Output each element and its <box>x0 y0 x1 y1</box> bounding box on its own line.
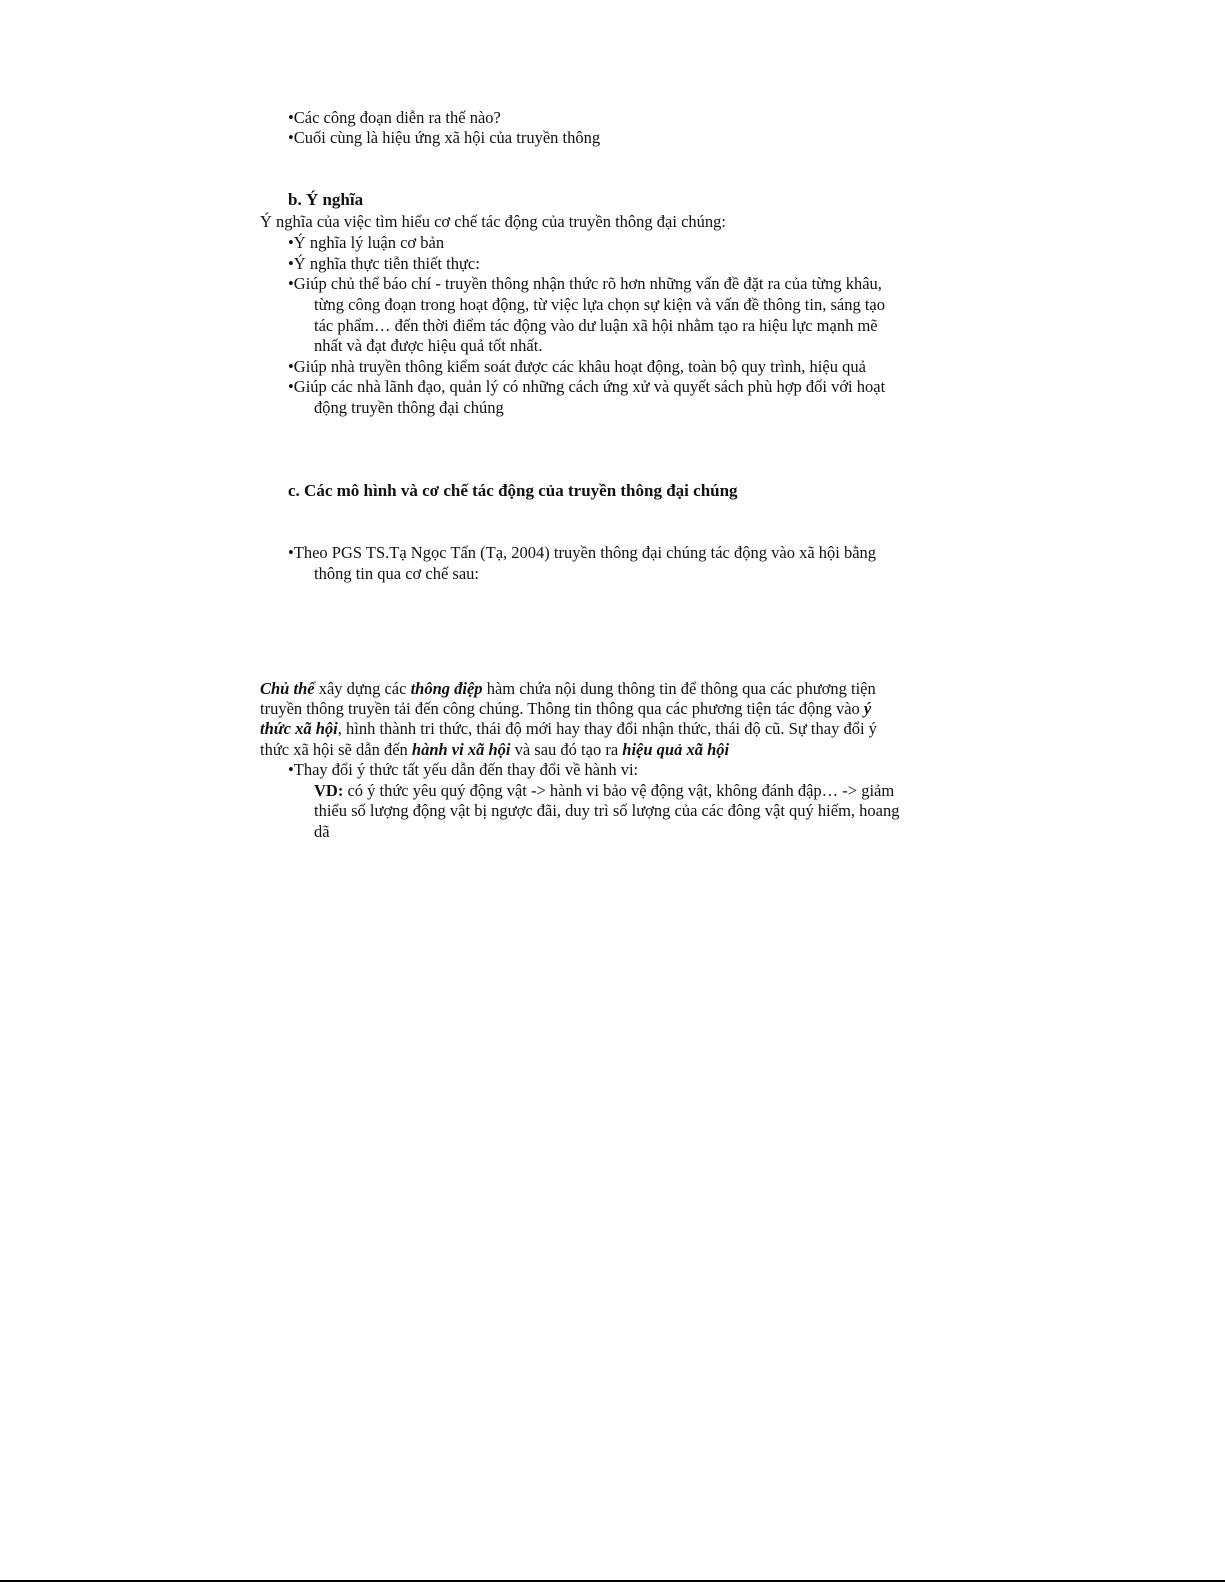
example-line <box>314 781 894 802</box>
emphasis-term: Chủ thể <box>260 679 315 698</box>
emphasis-term: thức xã hội <box>260 719 338 738</box>
emphasis-term: hiệu quả xã hội <box>622 740 730 759</box>
example-label: VD: <box>314 781 344 800</box>
bullet-line: •Các công đoạn diễn ra thế nào? <box>288 108 501 127</box>
example-continuation: thiểu số lượng động vật bị ngược đãi, duy trì số lượng của các đông vật quý hiếm, hoang <box>314 801 900 820</box>
bullet-line: •Giúp chủ thể báo chí - truyền thông nhận thức rõ hơn những vấn đề đặt ra của từng khâu, <box>288 274 882 293</box>
section-c-heading: c. Các mô hình và cơ chế tác động của truyền thông đại chúng <box>288 481 738 500</box>
bullet-continuation: nhất và đạt được hiệu quả tốt nhất. <box>314 336 543 355</box>
text-span: xây dựng các <box>314 679 411 698</box>
text-span: có ý thức yêu quý động vật -> hành vi bảo vệ động vật, không đánh đập… -> giảm <box>343 781 895 800</box>
bullet-line: •Theo PGS TS.Tạ Ngọc Tấn (Tạ, 2004) truyền thông đại chúng tác động vào xã hội bằng <box>288 543 877 562</box>
paragraph-line <box>260 740 729 761</box>
bullet-continuation: thông tin qua cơ chế sau: <box>314 564 479 583</box>
paragraph-line <box>260 699 871 720</box>
bullet-line: •Thay đổi ý thức tất yếu dẫn đến thay đổi về hành vi: <box>288 760 639 779</box>
bullet-line: •Ý nghĩa thực tiễn thiết thực: <box>288 254 480 273</box>
text-span: thức xã hội sẽ dẫn đến <box>260 740 412 759</box>
text-span: và sau đó tạo ra <box>510 740 623 759</box>
text-span: truyền thông truyền tải đến công chúng. Thông tin thông qua các phương tiện tác động vào <box>260 699 864 718</box>
bullet-continuation: động truyền thông đại chúng <box>314 398 504 417</box>
paragraph-line <box>260 679 876 700</box>
section-b-heading: b. Ý nghĩa <box>288 190 364 209</box>
text-span: hàm chứa nội dung thông tin để thông qua các phương tiện <box>482 679 876 698</box>
text-span: , hình thành tri thức, thái độ mới hay thay đổi nhận thức, thái độ cũ. Sự thay đổi ý <box>337 719 877 738</box>
bullet-line: •Giúp các nhà lãnh đạo, quản lý có những cách ứng xử và quyết sách phù hợp đối với hoạt <box>288 377 886 396</box>
emphasis-term: hành vi xã hội <box>411 740 511 759</box>
bullet-line: •Giúp nhà truyền thông kiểm soát được các khâu hoạt động, toàn bộ quy trình, hiệu quả <box>288 357 866 376</box>
example-continuation: dã <box>314 822 330 841</box>
section-b-intro: Ý nghĩa của việc tìm hiểu cơ chế tác động của truyền thông đại chúng: <box>260 212 726 231</box>
emphasis-term: ý <box>863 699 872 718</box>
page-bottom-border <box>0 1580 1225 1582</box>
bullet-line: •Ý nghĩa lý luận cơ bản <box>288 233 445 252</box>
bullet-continuation: tác phẩm… đến thời điểm tác động vào dư luận xã hội nhằm tạo ra hiệu lực mạnh mẽ <box>314 316 878 335</box>
bullet-line: •Cuối cùng là hiệu ứng xã hội của truyền thông <box>288 128 601 147</box>
paragraph-line <box>260 719 877 740</box>
bullet-continuation: từng công đoạn trong hoạt động, từ việc lựa chọn sự kiện và vấn đề thông tin, sáng tạo <box>314 295 885 314</box>
emphasis-term: thông điệp <box>410 679 483 698</box>
